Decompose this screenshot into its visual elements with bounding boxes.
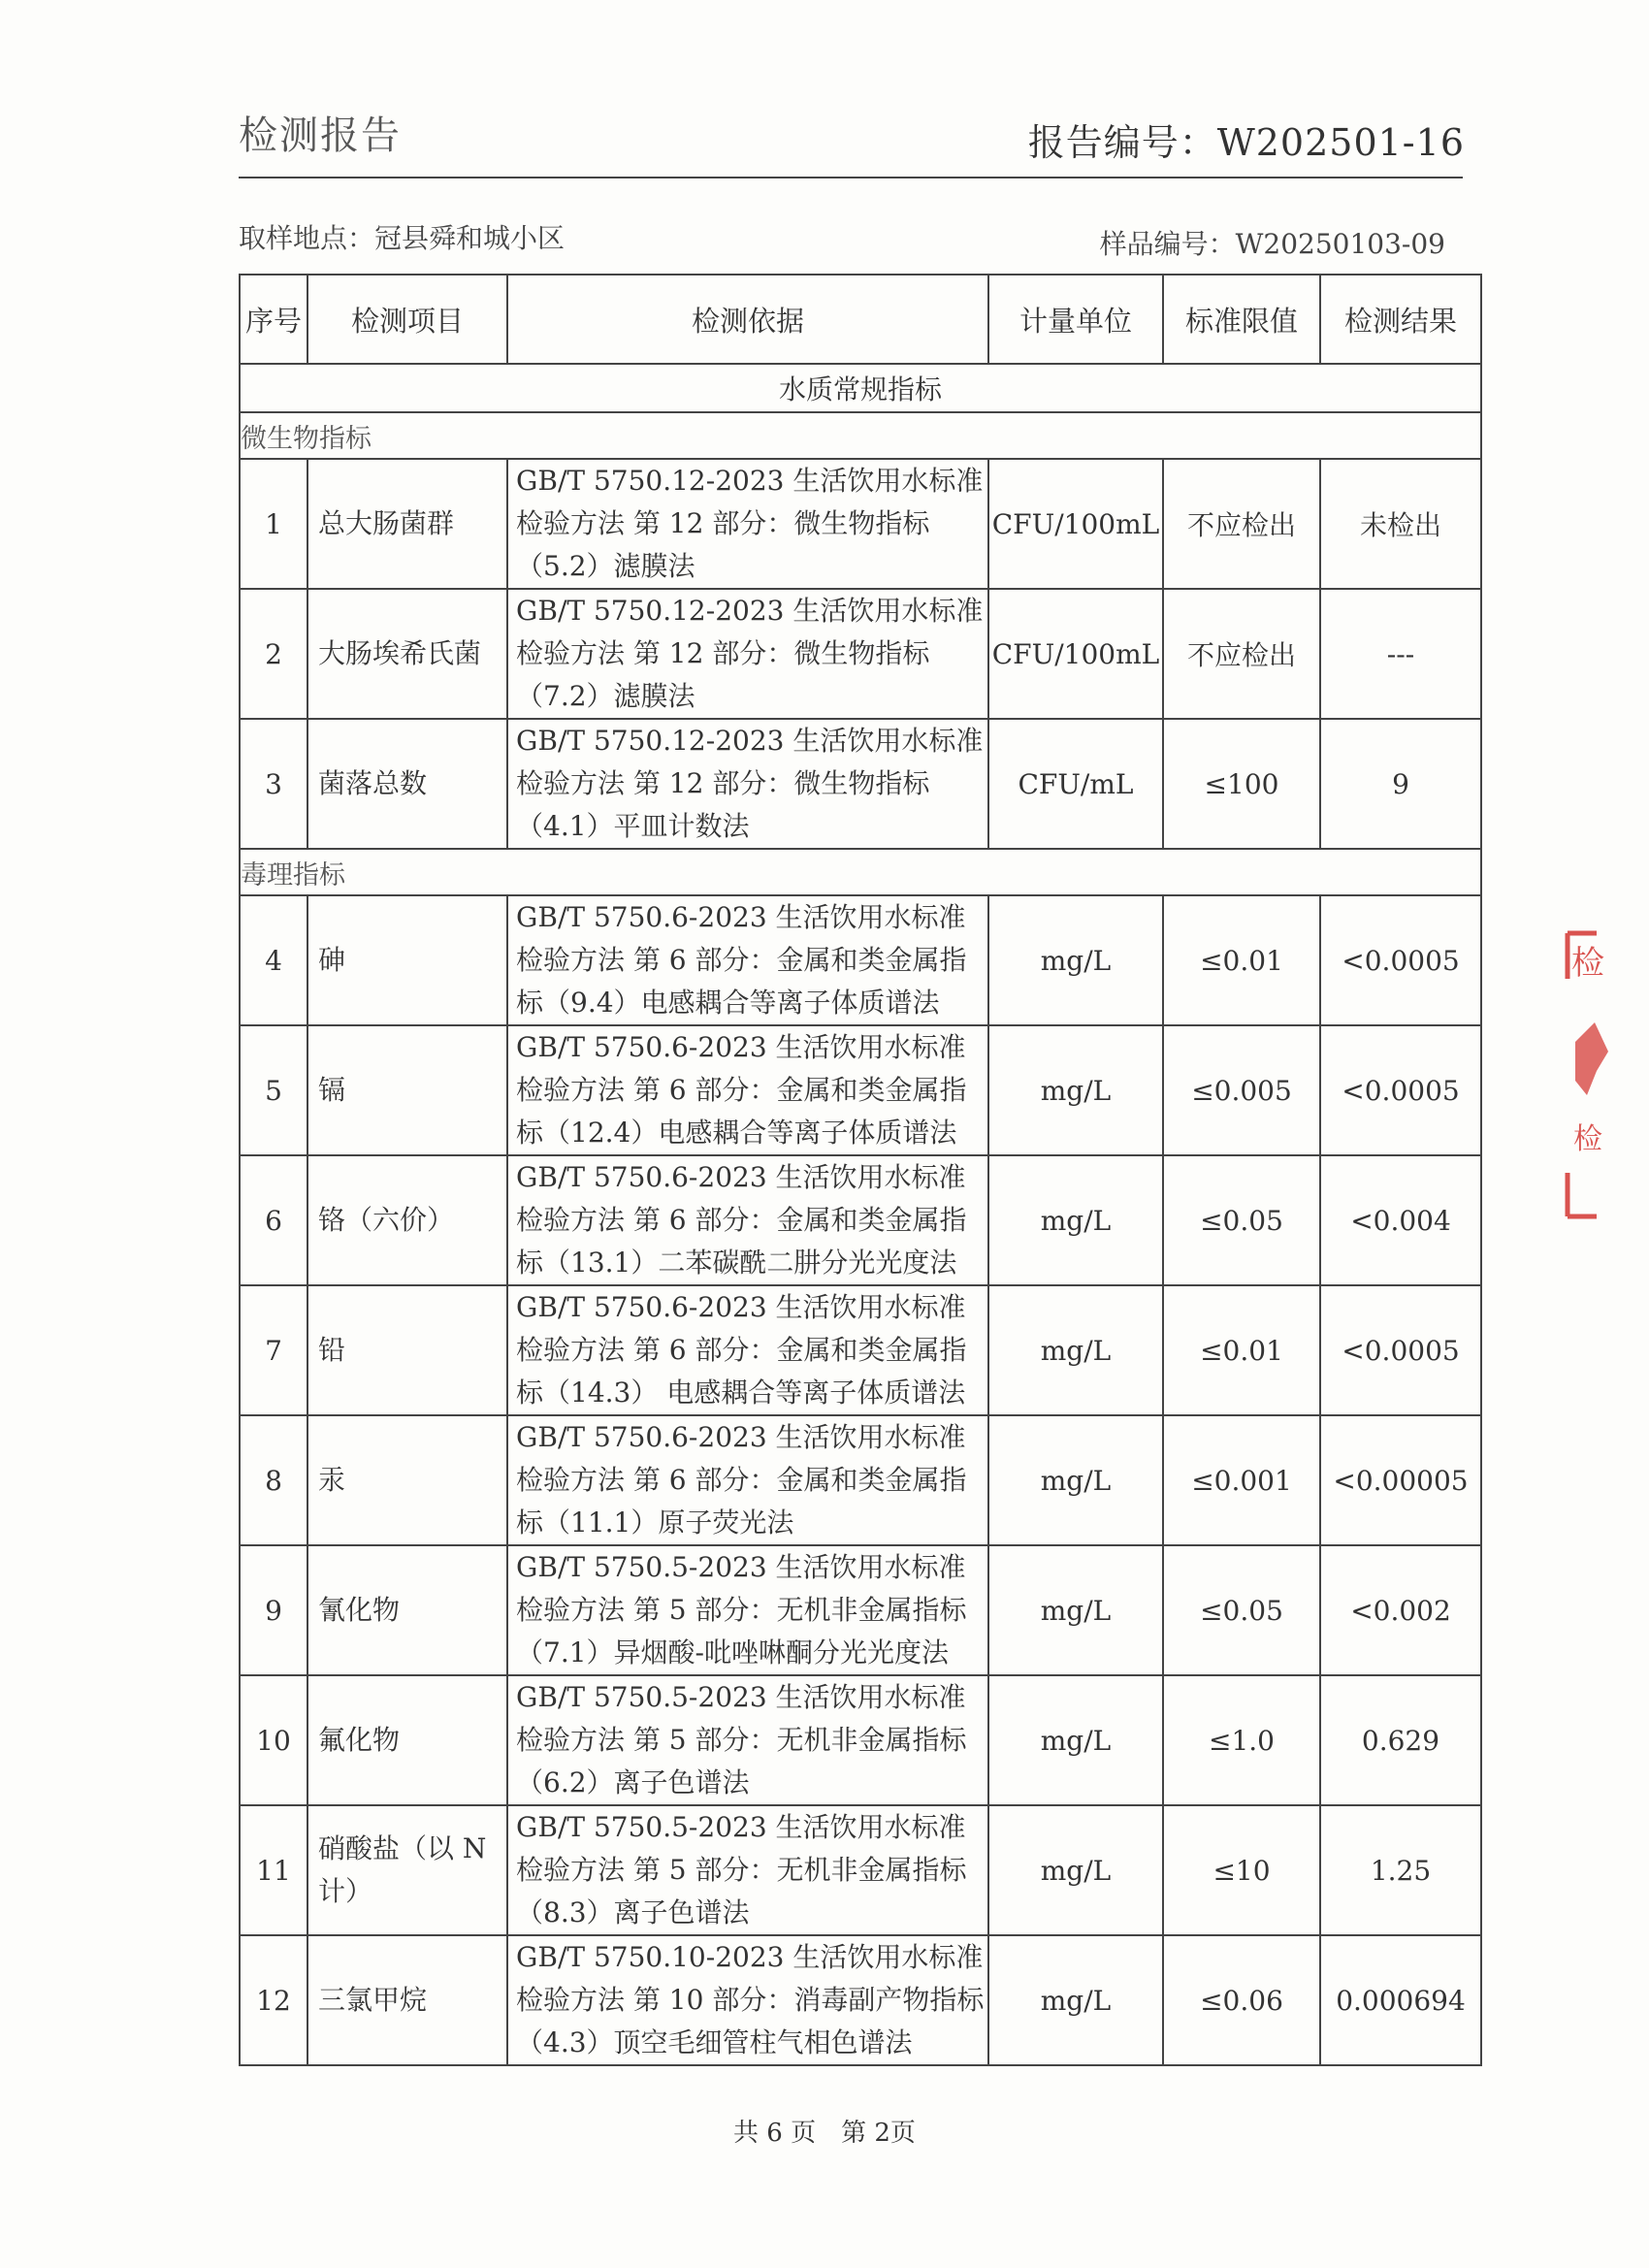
row-item: 氰化物 (307, 1545, 507, 1675)
row-basis: GB/T 5750.6-2023 生活饮用水标准检验方法 第 6 部分：金属和类金属指标（11.1）原子荧光法 (507, 1415, 988, 1545)
row-unit: CFU/100mL (988, 459, 1163, 589)
row-basis: GB/T 5750.6-2023 生活饮用水标准检验方法 第 6 部分：金属和类金属指标（12.4）电感耦合等离子体质谱法 (507, 1025, 988, 1155)
category-row (240, 412, 1481, 459)
row-limit: ≤0.001 (1163, 1415, 1320, 1545)
row-item: 汞 (307, 1415, 507, 1545)
row-result: 0.000694 (1320, 1935, 1481, 2065)
row-result: <0.0005 (1320, 1285, 1481, 1415)
row-item: 三氯甲烷 (307, 1935, 507, 2065)
row-seq: 4 (240, 895, 307, 1025)
table-row (240, 1415, 1481, 1545)
row-limit: ≤0.05 (1163, 1155, 1320, 1285)
page-footer: 共 6 页 第 2页 (733, 2119, 916, 2148)
row-unit: mg/L (988, 1285, 1163, 1415)
header-basis: 检测依据 (507, 275, 988, 364)
row-item: 菌落总数 (307, 719, 507, 849)
row-limit: ≤1.0 (1163, 1675, 1320, 1805)
table-row (240, 1805, 1481, 1935)
row-seq: 8 (240, 1415, 307, 1545)
row-basis: GB/T 5750.5-2023 生活饮用水标准检验方法 第 5 部分：无机非金属指标（8.3）离子色谱法 (507, 1805, 988, 1935)
row-limit: ≤0.005 (1163, 1025, 1320, 1155)
row-limit: ≤10 (1163, 1805, 1320, 1935)
row-seq: 2 (240, 589, 307, 719)
row-item: 铬（六价） (307, 1155, 507, 1285)
row-unit: mg/L (988, 1805, 1163, 1935)
row-item: 硝酸盐（以 N 计） (307, 1805, 507, 1935)
header-limit: 标准限值 (1163, 275, 1320, 364)
header-divider (239, 177, 1463, 178)
row-item: 铅 (307, 1285, 507, 1415)
row-result: <0.002 (1320, 1545, 1481, 1675)
row-basis: GB/T 5750.12-2023 生活饮用水标准检验方法 第 12 部分：微生物指标（7.2）滤膜法 (507, 589, 988, 719)
results-table (239, 274, 1482, 2066)
document-title: 检测报告 (239, 113, 402, 158)
row-unit: CFU/mL (988, 719, 1163, 849)
row-result: <0.0005 (1320, 895, 1481, 1025)
sample-number: 样品编号：W20250103-09 (1099, 228, 1445, 260)
row-basis: GB/T 5750.6-2023 生活饮用水标准检验方法 第 6 部分：金属和类金属指标（9.4）电感耦合等离子体质谱法 (507, 895, 988, 1025)
category-row (240, 849, 1481, 895)
section-row (240, 364, 1481, 412)
row-basis: GB/T 5750.6-2023 生活饮用水标准检验方法 第 6 部分：金属和类金属指标（13.1）二苯碳酰二肼分光光度法 (507, 1155, 988, 1285)
header-result: 检测结果 (1320, 275, 1481, 364)
header-unit: 计量单位 (988, 275, 1163, 364)
row-basis: GB/T 5750.6-2023 生活饮用水标准检验方法 第 6 部分：金属和类金属指标（14.3） 电感耦合等离子体质谱法 (507, 1285, 988, 1415)
row-limit: 不应检出 (1163, 589, 1320, 719)
row-limit: ≤0.01 (1163, 895, 1320, 1025)
row-basis: GB/T 5750.12-2023 生活饮用水标准检验方法 第 12 部分：微生物指标（4.1）平皿计数法 (507, 719, 988, 849)
row-unit: mg/L (988, 1025, 1163, 1155)
row-result: 未检出 (1320, 459, 1481, 589)
row-result: 0.629 (1320, 1675, 1481, 1805)
row-unit: mg/L (988, 1155, 1163, 1285)
table-row (240, 895, 1481, 1025)
row-limit: ≤0.05 (1163, 1545, 1320, 1675)
row-seq: 11 (240, 1805, 307, 1935)
row-seq: 1 (240, 459, 307, 589)
row-basis: GB/T 5750.5-2023 生活饮用水标准检验方法 第 5 部分：无机非金属指标（7.1）异烟酸-吡唑啉酮分光光度法 (507, 1545, 988, 1675)
table-row (240, 1545, 1481, 1675)
section-title: 水质常规指标 (240, 364, 1481, 412)
report-number: 报告编号：W202501-16 (1027, 121, 1465, 164)
row-seq: 3 (240, 719, 307, 849)
row-unit: mg/L (988, 1415, 1163, 1545)
row-result: <0.0005 (1320, 1025, 1481, 1155)
table-row (240, 1025, 1481, 1155)
table-row (240, 1935, 1481, 2065)
table-row (240, 459, 1481, 589)
row-basis: GB/T 5750.10-2023 生活饮用水标准检验方法 第 10 部分：消毒副产物指标（4.3）顶空毛细管柱气相色谱法 (507, 1935, 988, 2065)
row-result: <0.004 (1320, 1155, 1481, 1285)
row-result: 1.25 (1320, 1805, 1481, 1935)
row-seq: 12 (240, 1935, 307, 2065)
seal-stamp (1558, 925, 1626, 1226)
row-basis: GB/T 5750.12-2023 生活饮用水标准检验方法 第 12 部分：微生物指标（5.2）滤膜法 (507, 459, 988, 589)
table-header-row (240, 275, 1481, 364)
header-item: 检测项目 (307, 275, 507, 364)
table-row (240, 1675, 1481, 1805)
category-toxic: 毒理指标 (240, 849, 1481, 895)
row-seq: 10 (240, 1675, 307, 1805)
row-result: --- (1320, 589, 1481, 719)
sampling-location: 取样地点：冠县舜和城小区 (239, 222, 566, 254)
row-seq: 9 (240, 1545, 307, 1675)
row-result: 9 (1320, 719, 1481, 849)
row-item: 砷 (307, 895, 507, 1025)
svg-text:检: 检 (1573, 1122, 1602, 1156)
row-item: 总大肠菌群 (307, 459, 507, 589)
row-unit: mg/L (988, 1675, 1163, 1805)
row-limit: ≤0.01 (1163, 1285, 1320, 1415)
row-basis: GB/T 5750.5-2023 生活饮用水标准检验方法 第 5 部分：无机非金属指标（6.2）离子色谱法 (507, 1675, 988, 1805)
row-seq: 6 (240, 1155, 307, 1285)
row-unit: mg/L (988, 1935, 1163, 2065)
table-row (240, 1155, 1481, 1285)
row-limit: ≤100 (1163, 719, 1320, 849)
row-seq: 7 (240, 1285, 307, 1415)
table-row (240, 589, 1481, 719)
row-unit: CFU/100mL (988, 589, 1163, 719)
svg-text:检: 检 (1571, 944, 1604, 983)
header-seq: 序号 (240, 275, 307, 364)
row-item: 大肠埃希氏菌 (307, 589, 507, 719)
row-result: <0.00005 (1320, 1415, 1481, 1545)
row-unit: mg/L (988, 895, 1163, 1025)
row-item: 镉 (307, 1025, 507, 1155)
row-seq: 5 (240, 1025, 307, 1155)
category-micro: 微生物指标 (240, 412, 1481, 459)
table-row (240, 1285, 1481, 1415)
table-row (240, 719, 1481, 849)
row-limit: ≤0.06 (1163, 1935, 1320, 2065)
row-item: 氟化物 (307, 1675, 507, 1805)
row-unit: mg/L (988, 1545, 1163, 1675)
row-limit: 不应检出 (1163, 459, 1320, 589)
